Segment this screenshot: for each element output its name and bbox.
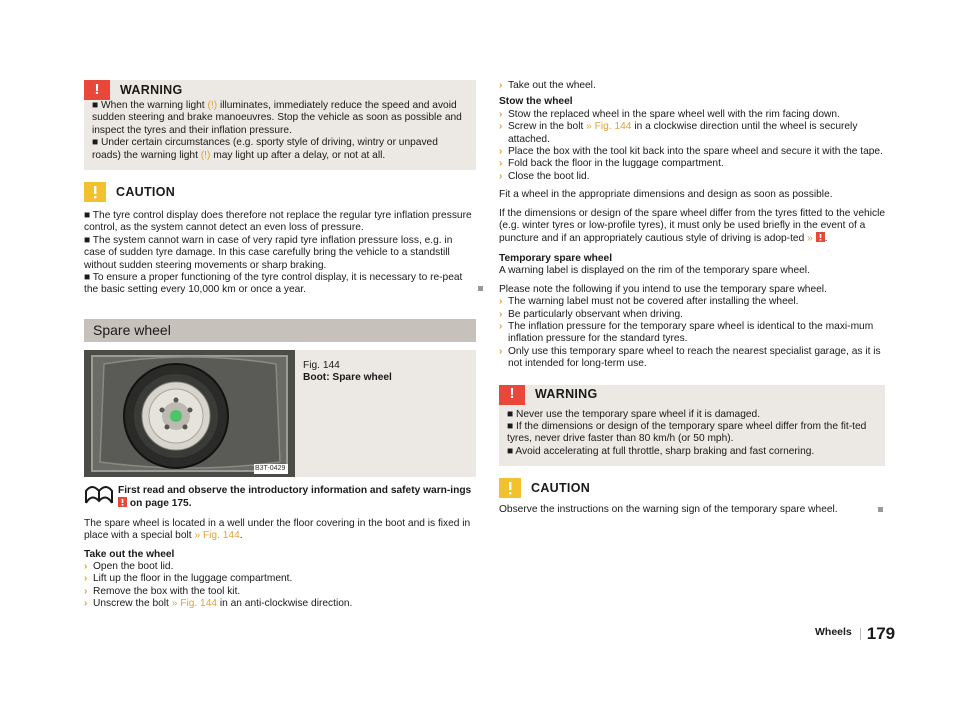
fig-link[interactable]: » Fig. 144	[194, 530, 240, 542]
chevron-right-icon: ›	[84, 585, 88, 597]
warning-title: WARNING	[535, 387, 598, 402]
spare-wheel-image	[84, 350, 295, 477]
right-column	[499, 80, 885, 517]
step: › Remove the box with the tool kit.	[84, 585, 241, 597]
take-out-heading: Take out the wheel	[84, 548, 175, 560]
step: › Take out the wheel.	[499, 80, 596, 91]
intro-paragraph: The spare wheel is located in a well under the floor covering in the boot and is fixed in place with a special bolt » Fig. 144.	[84, 517, 471, 542]
ref-link[interactable]: »	[807, 233, 813, 245]
chevron-right-icon: ›	[84, 573, 88, 585]
temp-heading: Temporary spare wheel	[499, 252, 613, 264]
chevron-right-icon: ›	[499, 170, 503, 182]
warning-item: ■ If the dimensions or design of the temporary spare wheel differ from the fit-ted tyres, never drive faster than 80 km/h (or 50 mph).	[507, 420, 867, 445]
note-item: › Only use this temporary spare wheel to reach the nearest specialist garage, as it is not intended for long-term use.	[499, 345, 881, 370]
figure-number: Fig. 144	[303, 359, 340, 371]
section-end-marker	[878, 507, 883, 512]
chevron-right-icon: ›	[499, 108, 503, 120]
chapter-label: Wheels	[815, 626, 852, 638]
chevron-right-icon: ›	[499, 121, 503, 133]
warning-small-icon	[816, 232, 825, 246]
fig-link[interactable]: » Fig. 144	[586, 121, 632, 133]
note-item: › The inflation pressure for the temporary spare wheel is identical to the maxi-mum inflation pressure for the standard tyres.	[499, 320, 874, 345]
fit-wheel-paragraph: Fit a wheel in the appropriate dimensions and design as soon as possible.	[499, 189, 833, 201]
caution-title: CAUTION	[531, 480, 591, 495]
step: › Screw in the bolt » Fig. 144 in a clockwise direction until the wheel is securely attached.	[499, 121, 858, 145]
step: › Open the boot lid.	[84, 560, 174, 572]
chevron-right-icon: ›	[499, 80, 503, 91]
page-number: 179	[860, 628, 895, 640]
warning-box	[84, 80, 476, 170]
figure-caption	[295, 350, 400, 477]
notice-text: First read and observe the introductory information and safety warn-ings on page 175.	[118, 485, 476, 512]
figure-code: B3T-0429	[255, 464, 286, 472]
caution-item: ■ To ensure a proper functioning of the tyre control display, it is necessary to re-peat the basic setting every 10,000 km or once a year.	[84, 272, 463, 296]
warning-small-icon	[118, 497, 127, 511]
page-footer	[815, 624, 896, 643]
please-note: Please note the following if you intend to use the temporary spare wheel.	[499, 283, 827, 295]
warning-item: ■ Avoid accelerating at full throttle, sharp braking and fast cornering.	[507, 445, 815, 457]
warning-paragraph: ■ Under certain circumstances (e.g. sporty style of driving, wintry or unpaved roads) the warning light (!) may light up after a delay, or not at all.	[92, 137, 438, 161]
warning-box	[499, 385, 885, 467]
column-end-marker	[478, 283, 483, 295]
tyre-lamp-icon: (!)	[207, 100, 218, 111]
chevron-right-icon: ›	[499, 296, 503, 308]
chevron-right-icon: ›	[499, 146, 503, 158]
chevron-right-icon: ›	[499, 158, 503, 170]
warning-exclamation-icon: !	[84, 80, 110, 100]
step: › Unscrew the bolt » Fig. 144 in an anti-clockwise direction.	[84, 598, 353, 610]
caution-item: ■ The tyre control display does therefore not replace the regular tyre inflation pressure control, as the system cannot detect an even loss of pressure.	[84, 210, 472, 234]
note-item: › The warning label must not be covered after installing the wheel.	[499, 296, 799, 308]
stow-heading: Stow the wheel	[499, 96, 573, 108]
chevron-right-icon: ›	[84, 598, 88, 610]
caution-exclamation-icon	[84, 182, 106, 202]
figure-title: Boot: Spare wheel	[303, 372, 392, 384]
left-column	[84, 80, 476, 611]
caution-item: ■ The system cannot warn in case of very rapid tyre inflation pressure loss, e.g. in case of sudden tyre damage. In this case carefully bring the vehicle to a standstill without sudden steering movements or sharp braking.	[84, 234, 453, 271]
chevron-right-icon: ›	[499, 320, 503, 332]
fig-link[interactable]: » Fig. 144	[171, 598, 218, 610]
figure-144	[84, 350, 476, 477]
warning-paragraph: ■ When the warning light (!) illuminates, immediately reduce the speed and avoid sudden steering and brake manoeuvres. Stop the vehicle as soon as possible and inspect the tyres and their inflation pressure.	[92, 100, 462, 136]
spare-wheel-illustration	[84, 350, 295, 477]
caution-title: CAUTION	[116, 184, 176, 199]
step: › Lift up the floor in the luggage compartment.	[84, 573, 293, 585]
caution-box	[84, 182, 476, 297]
chevron-right-icon: ›	[499, 308, 503, 320]
caution-box	[499, 478, 885, 516]
dimensions-paragraph: If the dimensions or design of the spare wheel differ from the tyres fitted to the vehicle (e.g. winter tyres or low-profile tyres), it must only be used briefly in the event of a puncture and if an appropriately cautious style of driving is adop-ted » .	[499, 208, 885, 247]
book-icon	[84, 485, 114, 507]
notice	[84, 485, 476, 512]
caution-text: Observe the instructions on the warning sign of the temporary spare wheel.	[499, 504, 885, 516]
temp-text: A warning label is displayed on the rim of the temporary spare wheel.	[499, 265, 810, 277]
step: › Fold back the floor in the luggage compartment.	[499, 158, 724, 170]
section-title: Spare wheel	[84, 319, 476, 342]
step: › Place the box with the tool kit back into the spare wheel and secure it with the tape.	[499, 146, 883, 158]
warning-item: ■ Never use the temporary spare wheel if it is damaged.	[507, 408, 761, 420]
tyre-lamp-icon: (!)	[200, 149, 211, 161]
warning-title: WARNING	[120, 82, 183, 97]
note-item: › Be particularly observant when driving.	[499, 308, 683, 320]
step: › Stow the replaced wheel in the spare wheel well with the rim facing down.	[499, 108, 840, 120]
caution-exclamation-icon	[499, 478, 521, 498]
warning-exclamation-icon: !	[499, 385, 525, 405]
step: › Close the boot lid.	[499, 170, 590, 182]
chevron-right-icon: ›	[499, 345, 503, 357]
chevron-right-icon: ›	[84, 560, 88, 572]
